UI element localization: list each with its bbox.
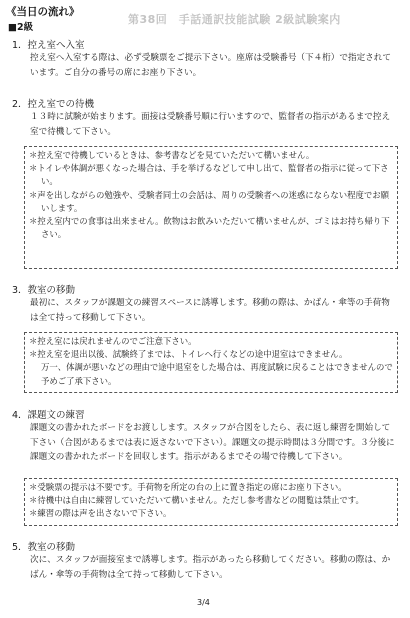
faint-header-title: 第38回 手話通訳技能試験 2級試験案内 bbox=[128, 13, 341, 26]
section-4-notes-box bbox=[24, 478, 398, 526]
section-3-note-1: ＊控え室には戻れませんのでご注意下さい。 bbox=[29, 336, 197, 346]
section-1-body: 控え室へ入室する際は、必ず受験票をご提示下さい。座席は受験番号（下４桁）で指定されています。ご自分の番号の席にお座り下さい。 bbox=[30, 53, 391, 78]
section-3-body: 最初に、スタッフが課題文の練習スペースに誘導します。移動の際は、かばん・傘等の手荷物は全て持って移動して下さい。 bbox=[30, 298, 390, 323]
section-2-note-2: ＊トイレや体調が悪くなった場合は、手を挙げるなどして申し出て、監督者の指示に従って下さい。 bbox=[29, 163, 389, 187]
section-2-notes-box bbox=[24, 146, 398, 269]
section-1-title: 1．控え室へ入室 bbox=[12, 40, 85, 51]
page-heading: 《当日の流れ》 bbox=[6, 6, 80, 18]
section-4-title: 4．課題文の練習 bbox=[12, 410, 85, 421]
section-5-title: 5．教室の移動 bbox=[12, 542, 76, 553]
section-4-note-2: ＊待機中は自由に練習していただいて構いません。ただし参考書などの閲覧は禁止です。 bbox=[29, 495, 364, 506]
section-4-body: 課題文の書かれたボードをお渡しします。スタッフが合図をしたら、表に返し練習を開始して下さい（合図があるまでは表に返さないで下さい）。課題文の提示時間は３分間です。３分後に課題文の書かれたボードを回収します。指示があるまでその場で待機して下さい。 bbox=[30, 423, 395, 462]
section-3-note-continuation: 万一、体調が悪いなどの理由で途中退室をした場合は、再度試験に戻ることはできませんので予めご了承下さい。 bbox=[41, 362, 393, 386]
section-2-note-4: ＊控え室内での食事は出来ません。飲物はお飲みいただいて構いませんが、ゴミはお持ち帰り下さい。 bbox=[29, 216, 390, 240]
section-4-note-3: ＊練習の際は声を出さないで下さい。 bbox=[29, 508, 172, 519]
section-2-body: １３時に試験が始まります。面接は受験番号順に行いますので、監督者の指示があるまで控え室で待機して下さい。 bbox=[30, 112, 391, 137]
section-2-note-1: ＊控え室で待機しているときは、参考書などを見ていただいて構いません。 bbox=[29, 150, 315, 160]
page-number: 3/4 bbox=[197, 598, 210, 607]
section-2-title: 2．控え室での待機 bbox=[12, 99, 95, 110]
section-2-note-3: ＊声を出しながらの勉強や、受験者同士の会話は、周りの受験者への迷惑にならない程度でお願いします。 bbox=[29, 189, 389, 213]
section-3-title: 3．教室の移動 bbox=[12, 285, 76, 296]
section-3-note-2: ＊控え室を退出以後、試験終了までは、トイレへ行くなどの途中退室はできません。 bbox=[29, 349, 348, 360]
section-3-notes-box bbox=[24, 332, 398, 393]
section-5-body: 次に、スタッフが面接室まで誘導します。指示があったら移動してください。移動の際は、かばん・傘等の手荷物は全て持って移動して下さい。 bbox=[30, 555, 391, 580]
section-4-note-1: ＊受験票の提示は不要です。手荷物を所定の台の上に置き指定の席にお座り下さい。 bbox=[29, 482, 347, 492]
grade-subheading: ■2級 bbox=[8, 22, 34, 33]
